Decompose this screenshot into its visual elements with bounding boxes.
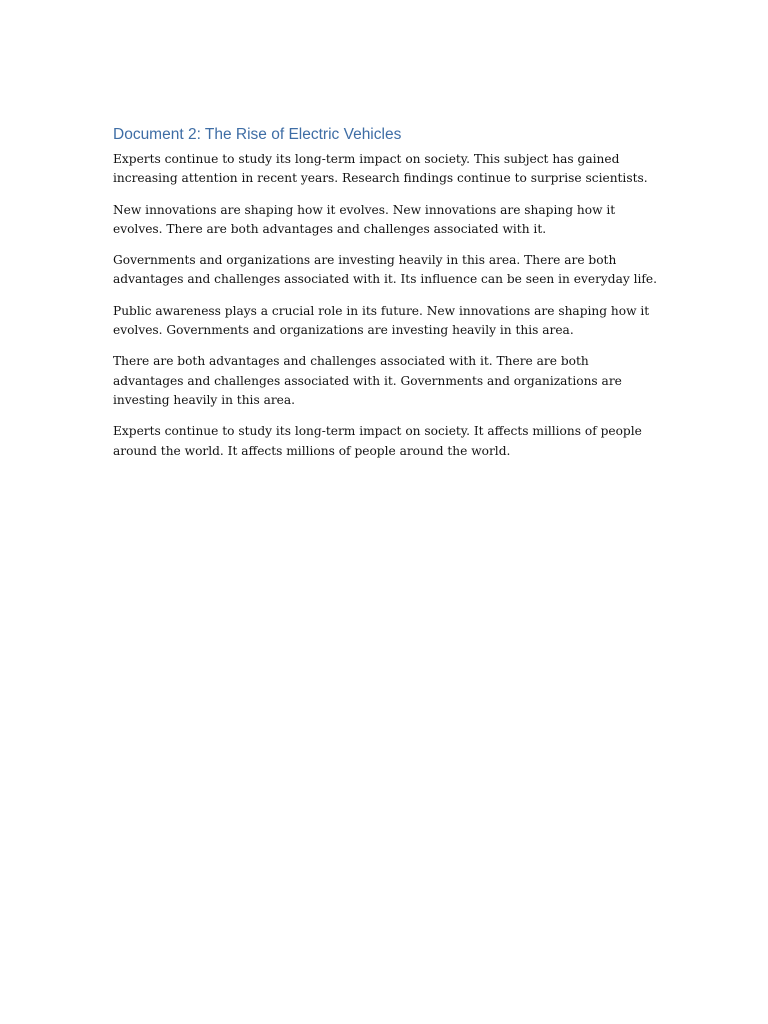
paragraph: There are both advantages and challenges associated with it. There are both advantages and challenges associated with it. Governments and organizations are investing heavily in this area. <box>113 354 622 407</box>
paragraph: Experts continue to study its long-term impact on society. It affects millions of people around the world. It affects millions of people around the world. <box>113 424 642 458</box>
document-body <box>113 124 661 473</box>
paragraph: Public awareness plays a crucial role in its future. New innovations are shaping how it evolves. Governments and organizations are investing heavily in this area. <box>113 303 650 338</box>
paragraph: Governments and organizations are investing heavily in this area. There are both advantages and challenges associated with it. Its influence can be seen in everyday life. <box>113 253 657 287</box>
paragraph: Experts continue to study its long-term impact on society. This subject has gained increasing attention in recent years. Research findings continue to surprise scientists. <box>113 152 648 186</box>
document-title: Document 2: The Rise of Electric Vehicles <box>113 126 402 143</box>
paragraph: New innovations are shaping how it evolves. New innovations are shaping how it evolves. There are both advantages and challenges associated with it. <box>113 202 616 236</box>
